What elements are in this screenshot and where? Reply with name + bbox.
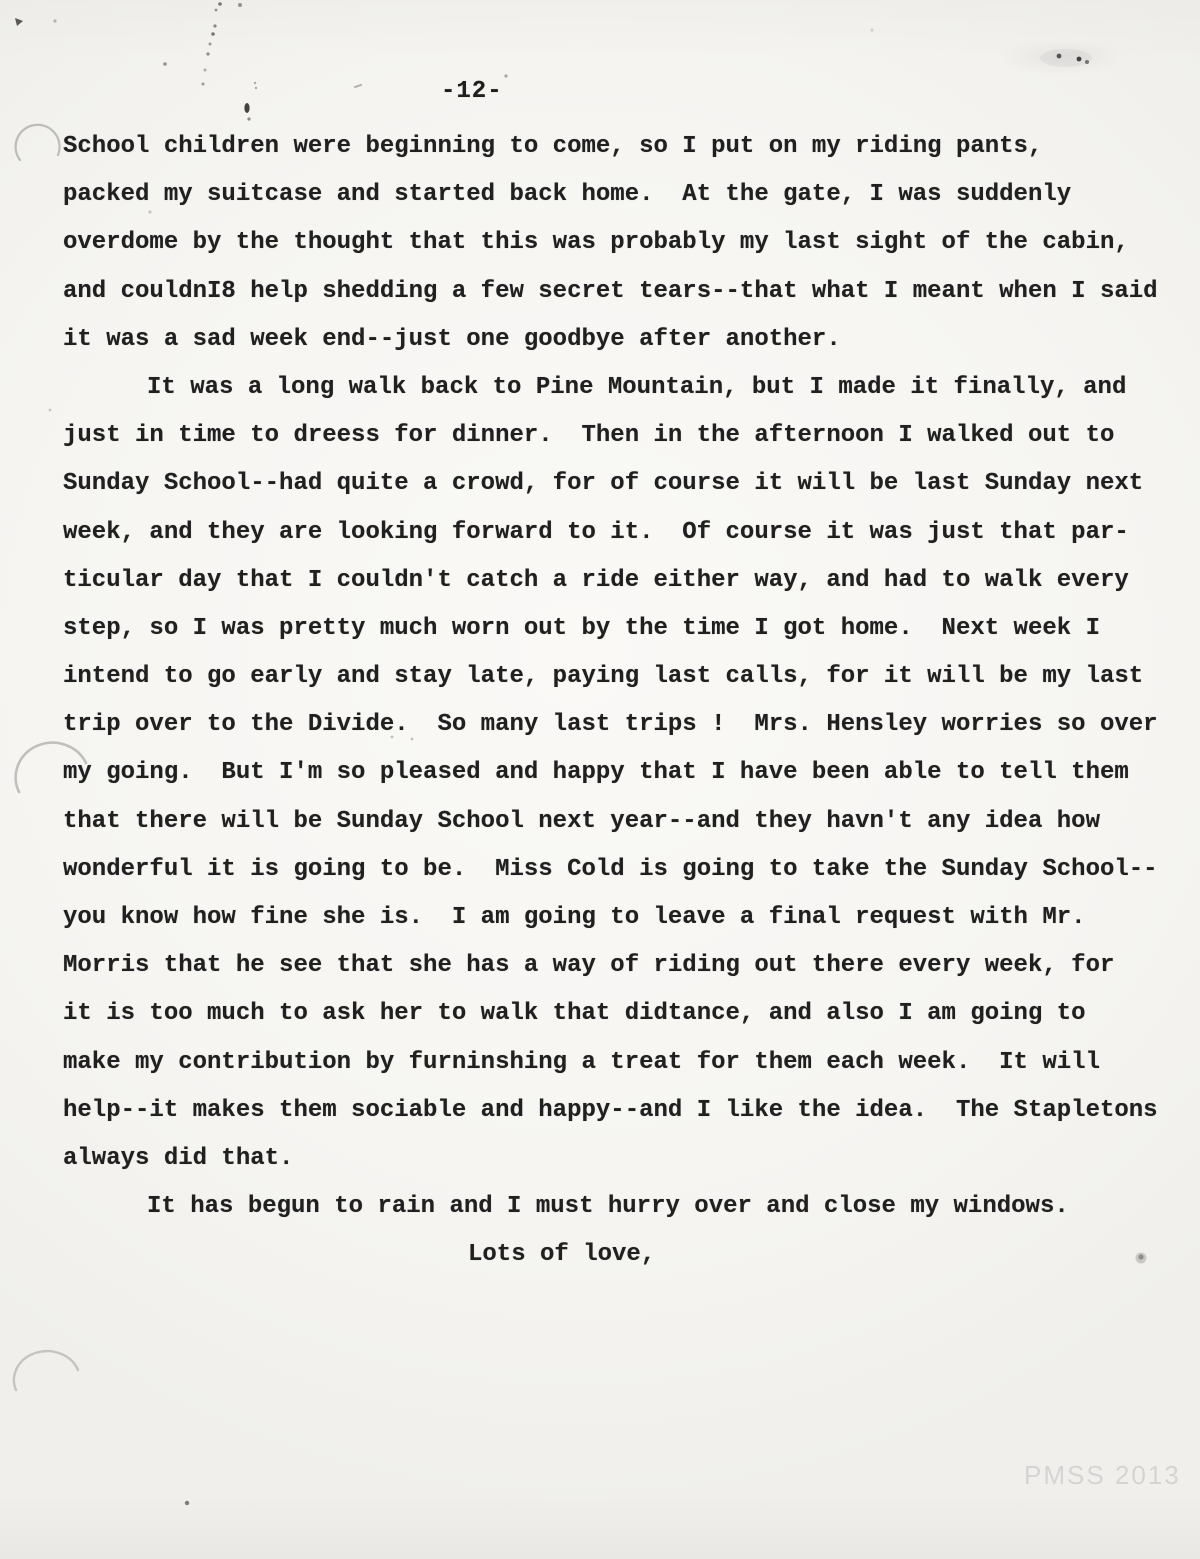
letter-line: Lots of love, [468, 1241, 656, 1269]
letter-line: School children were beginning to come, so I put on my riding pants, [63, 133, 1043, 160]
letter-line: step, so I was pretty much worn out by the time I got home. Next week I [63, 614, 1100, 642]
letter-line: that there will be Sunday School next year--and they havn't any idea how [63, 807, 1100, 835]
letter-line: Sunday School--had quite a crowd, for of course it will be last Sunday next [63, 470, 1144, 498]
letter-line: wonderful it is going to be. Miss Cold is going to take the Sunday School-- [63, 855, 1158, 883]
scan-smudge-top-right [870, 28, 1092, 67]
watermark: PMSS 2013 [1024, 1460, 1181, 1490]
letter-line: it is too much to ask her to walk that didtance, and also I am going to [63, 1000, 1086, 1028]
letter-line: help--it makes them sociable and happy--and I like the idea. The Stapletons [63, 1096, 1158, 1124]
letter-line: always did that. [63, 1144, 294, 1172]
letter-line: my going. But I'm so pleased and happy that I have been able to tell them [63, 759, 1129, 787]
letter-line: it was a sad week end--just one goodbye after another. [63, 325, 841, 353]
page-number: -12- [441, 78, 503, 105]
bottom-dot [185, 1501, 189, 1505]
letter-line: overdome by the thought that this was probably my last sight of the cabin, [63, 229, 1129, 257]
letter-line: ticular day that I couldn't catch a ride either way, and had to walk every [63, 566, 1129, 594]
letter-body [63, 123, 1188, 1280]
letter-line: intend to go early and stay late, paying last calls, for it will be my last [63, 663, 1144, 691]
letter-line: It has begun to rain and I must hurry over and close my windows. [147, 1193, 1069, 1221]
letter-line: packed my suitcase and started back home. At the gate, I was suddenly [63, 181, 1072, 209]
letter-line: and couldnI8 help shedding a few secret tears--that what I meant when I said [63, 277, 1158, 305]
letter-line: you know how fine she is. I am going to leave a final request with Mr. [63, 904, 1086, 931]
letter-line: make my contribution by furninshing a treat for them each week. It will [63, 1048, 1100, 1076]
letter-line: week, and they are looking forward to it. Of course it was just that par- [63, 518, 1129, 546]
letter-line: Morris that he see that she has a way of riding out there every week, for [63, 952, 1115, 980]
letter-line: It was a long walk back to Pine Mountain, but I made it finally, and [147, 373, 1127, 401]
letter-line: just in time to dreess for dinner. Then in the afternoon I walked out to [63, 422, 1115, 450]
letter-line: trip over to the Divide. So many last trips ! Mrs. Hensley worries so over [63, 711, 1158, 739]
